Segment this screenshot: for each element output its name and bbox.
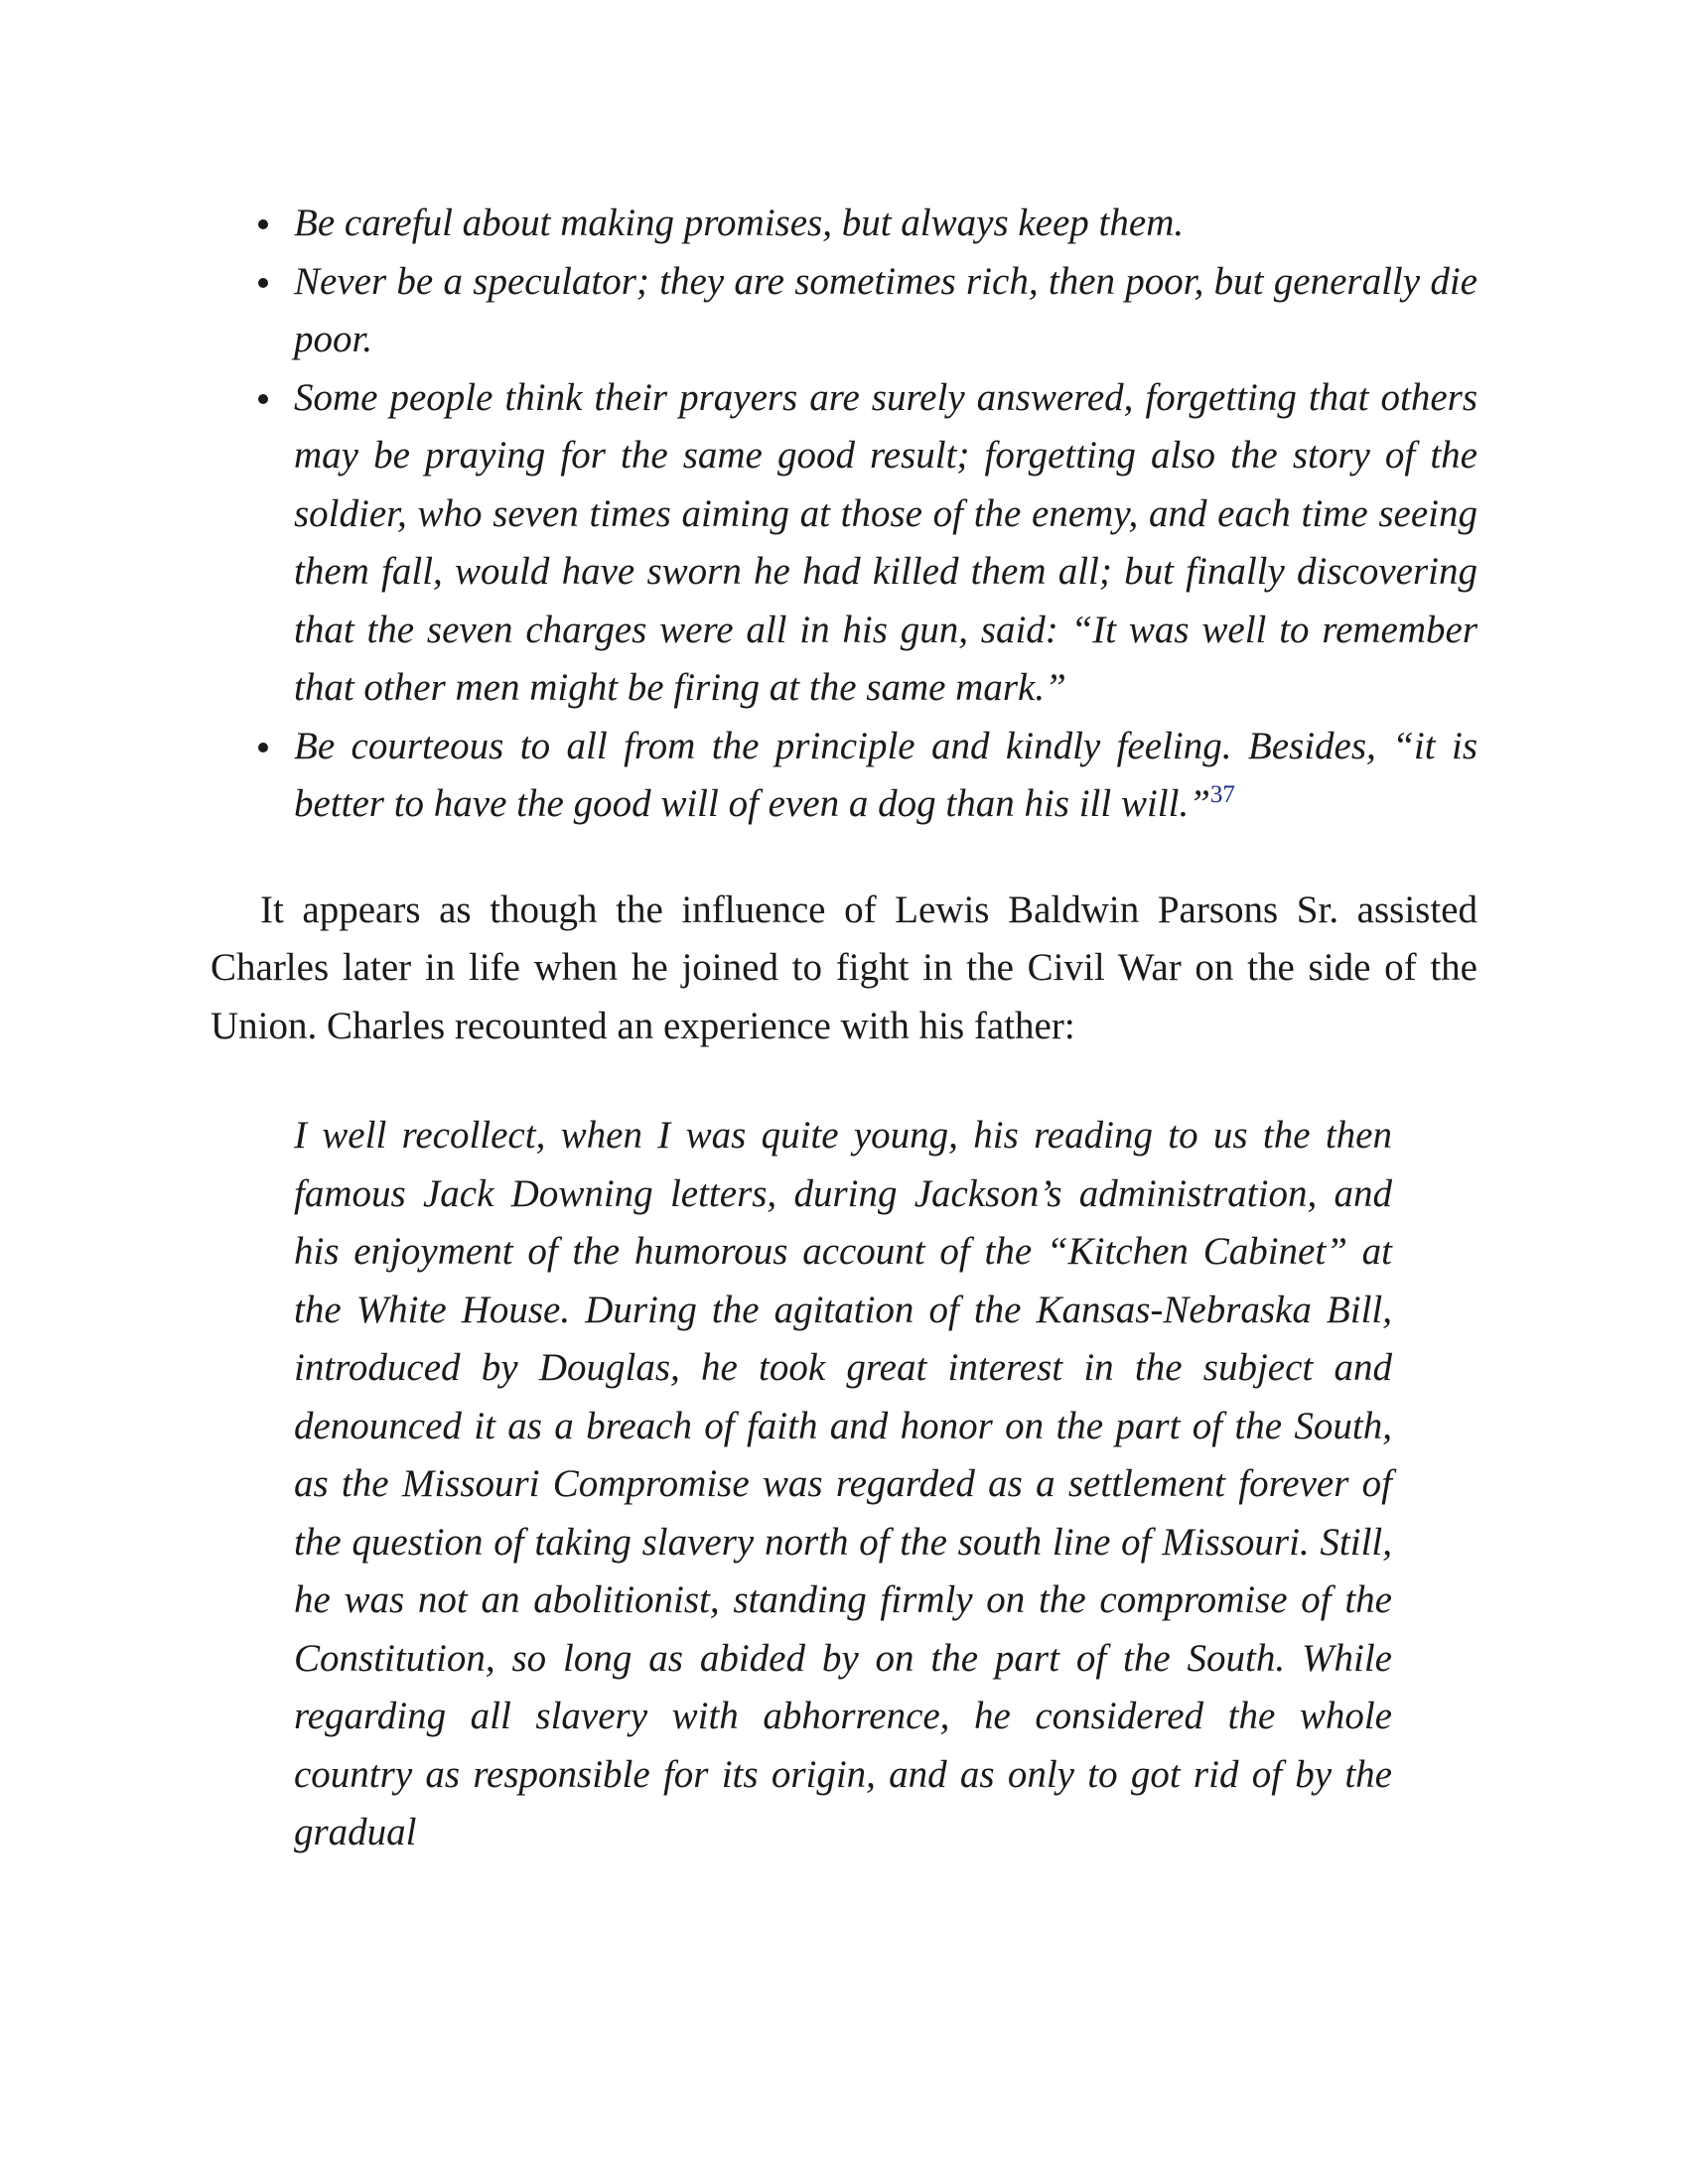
list-item-text: Never be a speculator; they are sometimes rich, then poor, but generally die poor. <box>294 259 1477 360</box>
list-item-text: Be courteous to all from the principle and kindly feeling. Besides, “it is better to have the good will of even a dog than his ill will.” <box>294 724 1477 825</box>
block-quote: I well recollect, when I was quite young, his reading to us the then famous Jack Downing letters, during Jackson’s administration, and his enjoyment of the humorous account of the “Kitchen Cabinet” at the White House. During the agitation of the Kansas-Nebraska Bill, introduced by Douglas, he took great interest in the subject and denounced it as a breach of faith and honor on the part of the South, as the Missouri Compromise was regarded as a settlement forever of the question of taking slavery north of the south line of Missouri. Still, he was not an abolitionist, standing firmly on the compromise of the Constitution, so long as abided by on the part of the South. While regarding all slavery with abhorrence, he considered the whole country as responsible for its origin, and as only to got rid of by the gradual <box>294 1114 1392 1853</box>
list-item-text: Be careful about making promises, but always keep them. <box>294 202 1185 244</box>
list-item <box>211 195 1477 253</box>
list-item <box>211 253 1477 369</box>
footnote-reference[interactable]: 37 <box>1209 781 1235 808</box>
list-item <box>211 718 1477 834</box>
body-paragraph: It appears as though the influence of Lewis Baldwin Parsons Sr. assisted Charles later in life when he joined to fight in the Civil War on the side of the Union. Charles recounted an experience with his father: <box>211 887 1477 1047</box>
bullet-icon <box>258 743 268 752</box>
list-item <box>211 369 1477 718</box>
bullet-icon <box>258 394 268 404</box>
bullet-icon <box>258 219 268 229</box>
bullet-icon <box>258 278 268 288</box>
document-page <box>211 195 1477 1862</box>
list-item-text: Some people think their prayers are surely answered, forgetting that others may be praying for the same good result; forgetting also the story of the soldier, who seven times aiming at those of the enemy, and each time seeing them fall, would have sworn he had killed them all; but finally discovering that the seven charges were all in his gun, said: “It was well to remember that other men might be firing at the same mark.” <box>294 375 1477 709</box>
maxims-list <box>211 195 1477 834</box>
